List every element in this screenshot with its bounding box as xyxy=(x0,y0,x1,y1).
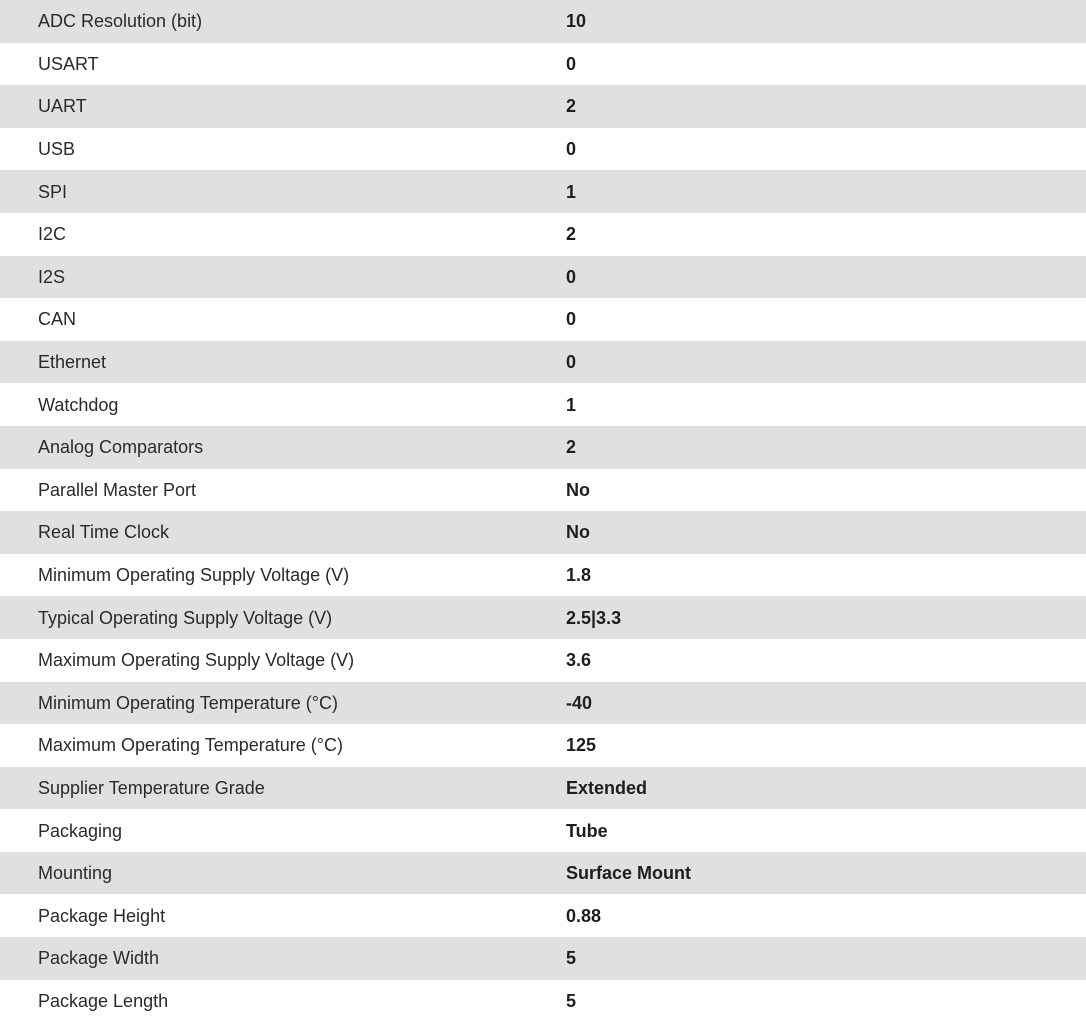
table-row xyxy=(0,128,1086,171)
table-row xyxy=(0,852,1086,895)
spec-label: Watchdog xyxy=(38,394,119,415)
spec-value: 2.5|3.3 xyxy=(566,607,622,628)
spec-label: Real Time Clock xyxy=(38,522,170,543)
spec-value: Surface Mount xyxy=(566,863,692,884)
spec-value: 0 xyxy=(566,352,577,373)
table-row xyxy=(0,43,1086,86)
spec-value: -40 xyxy=(566,692,593,713)
spec-label: Typical Operating Supply Voltage (V) xyxy=(38,607,333,628)
spec-value: 1 xyxy=(566,394,577,415)
spec-value: 2 xyxy=(566,437,577,458)
table-row xyxy=(0,341,1086,384)
spec-label: Minimum Operating Temperature (°C) xyxy=(38,692,338,713)
spec-label: Maximum Operating Supply Voltage (V) xyxy=(38,650,355,671)
table-row xyxy=(0,426,1086,469)
spec-label: Parallel Master Port xyxy=(38,479,197,500)
spec-value: 1.8 xyxy=(566,565,592,586)
spec-label: Maximum Operating Temperature (°C) xyxy=(38,735,343,756)
table-row xyxy=(0,554,1086,597)
table-row xyxy=(0,639,1086,682)
spec-label: Package Height xyxy=(38,905,166,926)
spec-value: 5 xyxy=(566,948,577,969)
table-row xyxy=(0,894,1086,937)
table-row xyxy=(0,980,1086,1022)
spec-value: 2 xyxy=(566,96,577,117)
spec-label: Supplier Temperature Grade xyxy=(38,777,265,798)
spec-label: Ethernet xyxy=(38,352,107,373)
table-row xyxy=(0,724,1086,767)
table-row xyxy=(0,256,1086,299)
spec-label: I2C xyxy=(38,224,67,245)
spec-label: ADC Resolution (bit) xyxy=(38,11,203,32)
spec-label: Minimum Operating Supply Voltage (V) xyxy=(38,565,350,586)
table-row xyxy=(0,937,1086,980)
spec-value: 2 xyxy=(566,224,577,245)
spec-value: No xyxy=(566,479,590,500)
spec-label: USART xyxy=(38,53,99,74)
spec-label: Package Length xyxy=(38,990,169,1011)
spec-value: 0 xyxy=(566,139,577,160)
spec-label: Package Width xyxy=(38,948,160,969)
spec-label: CAN xyxy=(38,309,77,330)
spec-label: Analog Comparators xyxy=(38,437,204,458)
spec-value: Extended xyxy=(566,777,648,798)
spec-value: 0 xyxy=(566,53,577,74)
table-row xyxy=(0,511,1086,554)
table-row xyxy=(0,767,1086,810)
spec-value: 10 xyxy=(566,11,587,32)
spec-value: 3.6 xyxy=(566,650,592,671)
spec-label: SPI xyxy=(38,181,68,202)
table-row xyxy=(0,596,1086,639)
spec-label: Packaging xyxy=(38,820,123,841)
table-row xyxy=(0,213,1086,256)
spec-value: 0 xyxy=(566,266,577,287)
spec-value: 125 xyxy=(566,735,597,756)
table-row xyxy=(0,383,1086,426)
table-row xyxy=(0,469,1086,512)
spec-value: No xyxy=(566,522,590,543)
spec-value: 5 xyxy=(566,990,577,1011)
table-row xyxy=(0,0,1086,43)
spec-value: 0.88 xyxy=(566,905,602,926)
table-row xyxy=(0,170,1086,213)
table-row xyxy=(0,85,1086,128)
table-row xyxy=(0,298,1086,341)
spec-label: UART xyxy=(38,96,87,117)
spec-label: Mounting xyxy=(38,863,113,884)
spec-value: 0 xyxy=(566,309,577,330)
spec-value: 1 xyxy=(566,181,577,202)
spec-label: USB xyxy=(38,139,76,160)
table-row xyxy=(0,682,1086,725)
table-row xyxy=(0,809,1086,852)
spec-label: I2S xyxy=(38,266,66,287)
spec-value: Tube xyxy=(566,820,608,841)
